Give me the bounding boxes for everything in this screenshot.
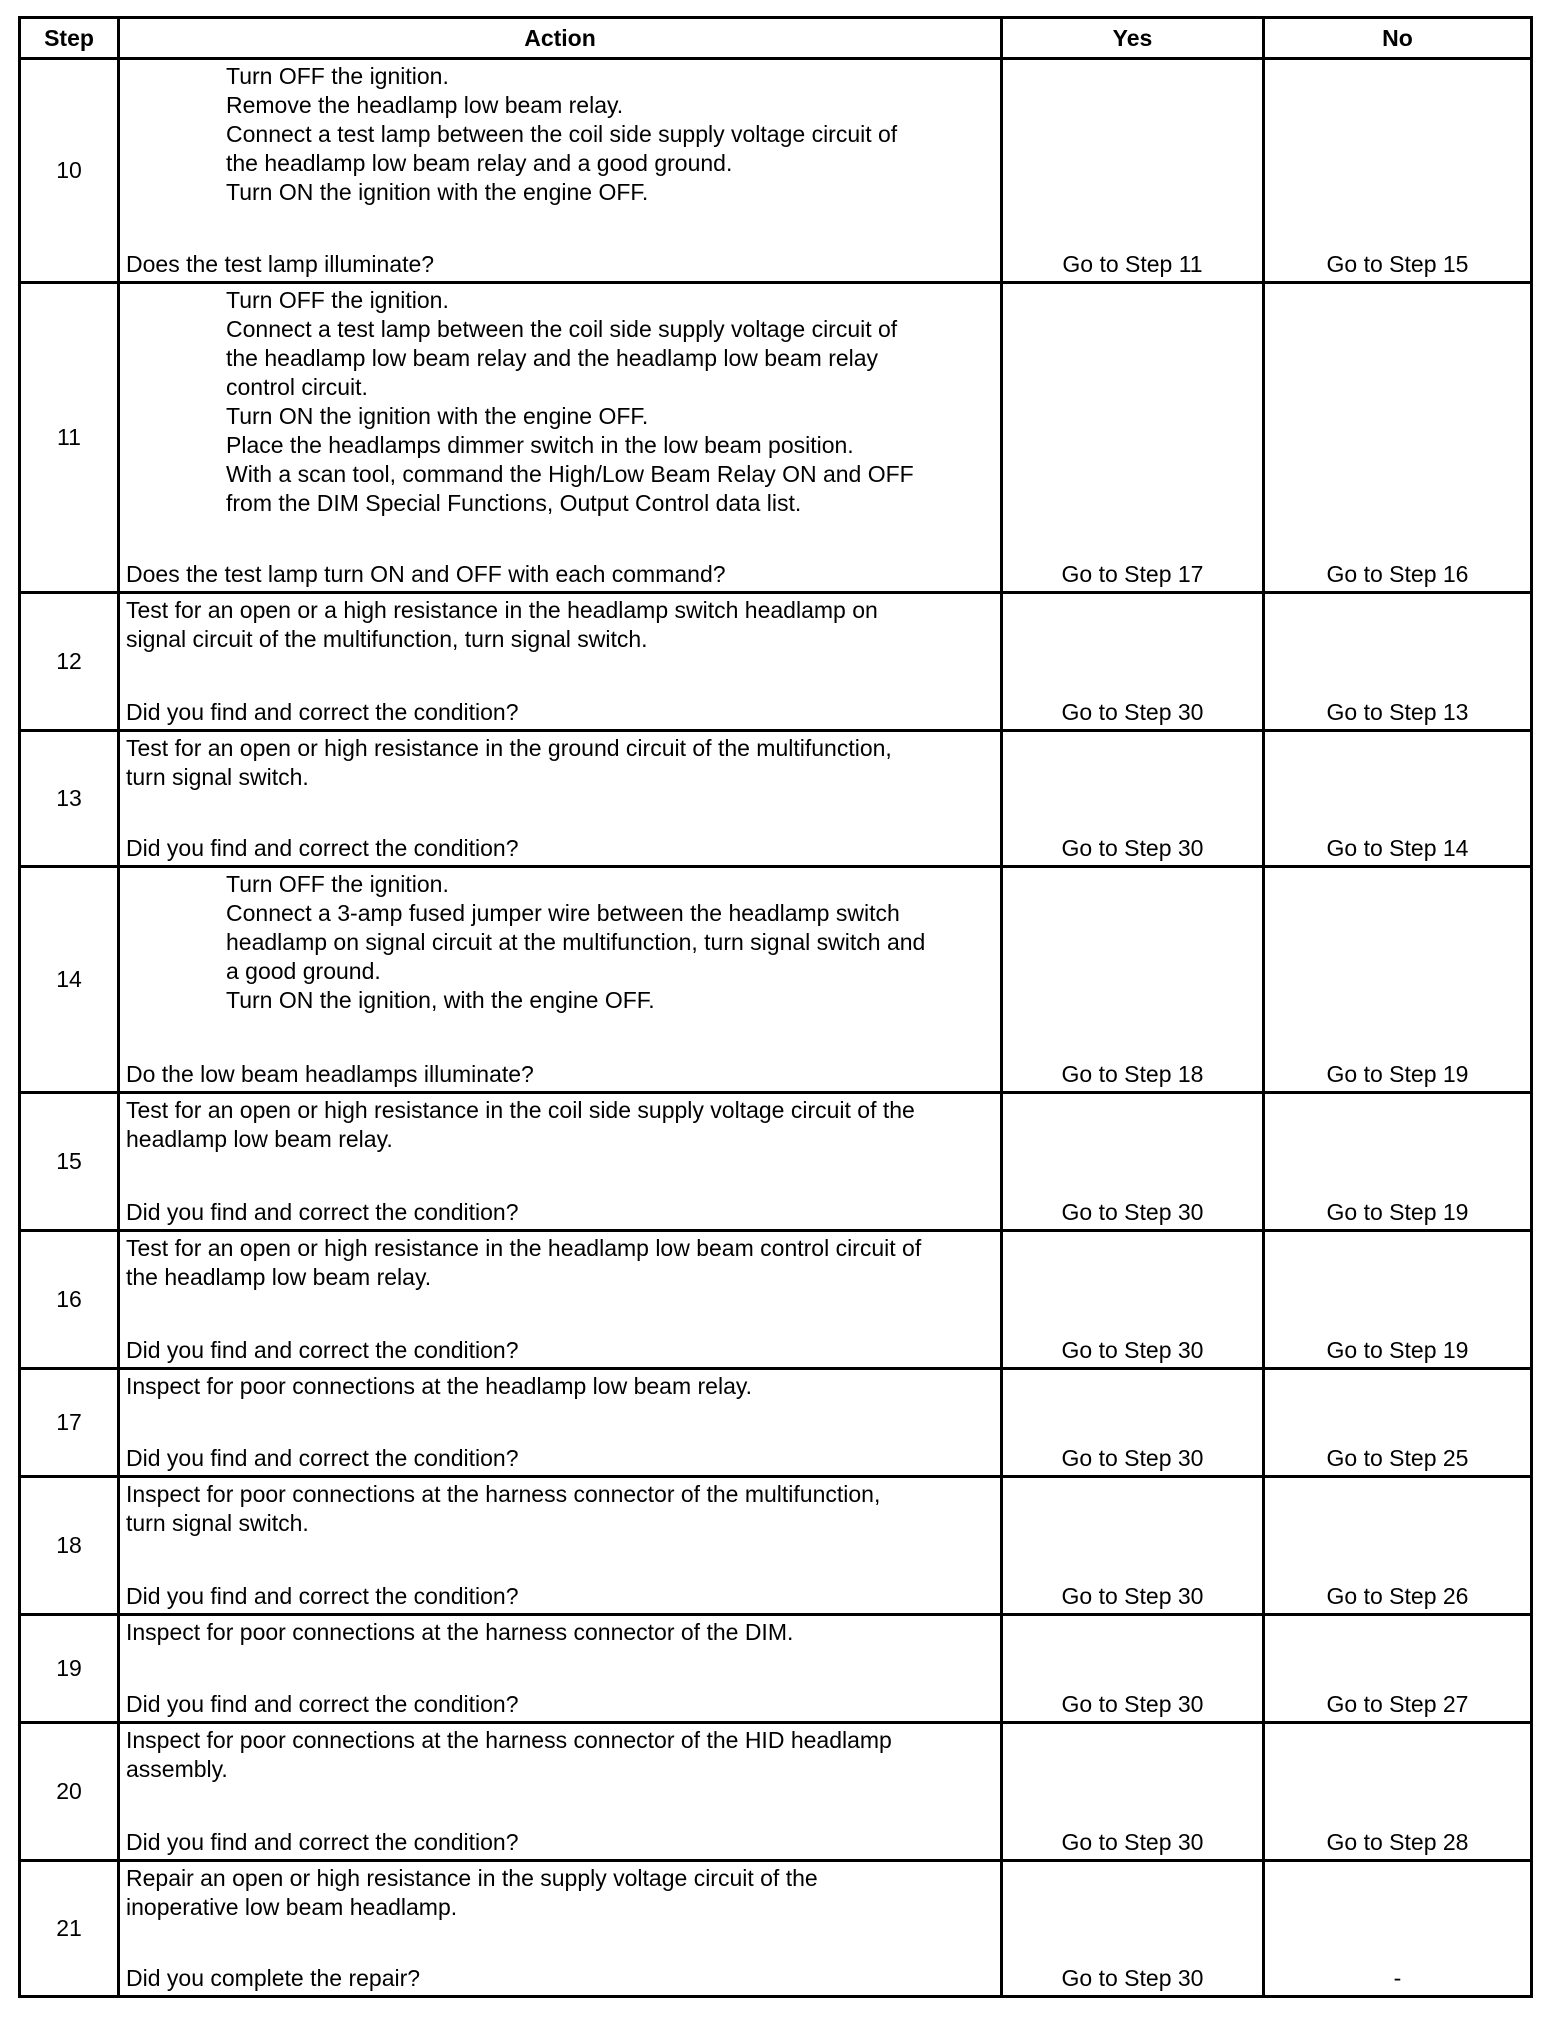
action-question: Did you find and correct the condition?	[126, 1199, 519, 1225]
table-row	[20, 1723, 1532, 1861]
action-cell	[119, 1477, 1002, 1615]
step-number: 16	[20, 1231, 119, 1369]
action-question: Did you find and correct the condition?	[126, 699, 519, 725]
no-result: Go to Step 25	[1264, 1369, 1532, 1477]
no-result: Go to Step 19	[1264, 1093, 1532, 1231]
action-cell	[119, 1723, 1002, 1861]
action-content	[120, 868, 1000, 1091]
action-question: Did you find and correct the condition?	[126, 1337, 519, 1363]
action-instructions: Turn OFF the ignition. Connect a 3-amp fused jumper wire between the headlamp switch headlamp on signal circuit at the multifunction, turn signal switch and a good ground. Turn ON the ignition, with the engine OFF.	[226, 871, 926, 1013]
table-row	[20, 867, 1532, 1093]
no-result: Go to Step 27	[1264, 1615, 1532, 1723]
action-question: Did you find and correct the condition?	[126, 1829, 519, 1855]
header-row	[20, 18, 1532, 59]
diagnostic-table	[18, 16, 1533, 1998]
diagnostic-document	[18, 16, 1530, 1998]
action-cell	[119, 1231, 1002, 1369]
table-row	[20, 1477, 1532, 1615]
yes-result: Go to Step 30	[1002, 1723, 1264, 1861]
action-instructions: Test for an open or high resistance in the coil side supply voltage circuit of the headlamp low beam relay.	[126, 1097, 915, 1152]
step-number: 15	[20, 1093, 119, 1231]
no-result: Go to Step 15	[1264, 59, 1532, 283]
step-number: 21	[20, 1861, 119, 1997]
no-result: Go to Step 28	[1264, 1723, 1532, 1861]
yes-result: Go to Step 30	[1002, 1231, 1264, 1369]
action-instructions: Inspect for poor connections at the harness connector of the HID headlamp assembly.	[126, 1727, 892, 1782]
action-content	[120, 1616, 1000, 1721]
no-result: Go to Step 26	[1264, 1477, 1532, 1615]
yes-result: Go to Step 30	[1002, 1615, 1264, 1723]
yes-result: Go to Step 30	[1002, 1093, 1264, 1231]
yes-result: Go to Step 11	[1002, 59, 1264, 283]
table-body	[20, 59, 1532, 1997]
action-content	[120, 284, 1000, 591]
no-result: Go to Step 16	[1264, 283, 1532, 593]
action-content	[120, 732, 1000, 865]
action-question: Did you complete the repair?	[126, 1965, 421, 1991]
action-question: Did you find and correct the condition?	[126, 1583, 519, 1609]
action-cell	[119, 1861, 1002, 1997]
no-result: Go to Step 19	[1264, 867, 1532, 1093]
action-instructions: Test for an open or high resistance in the headlamp low beam control circuit of the headlamp low beam relay.	[126, 1235, 922, 1290]
action-question: Did you find and correct the condition?	[126, 1691, 519, 1717]
step-number: 18	[20, 1477, 119, 1615]
action-cell	[119, 59, 1002, 283]
step-header: Step	[20, 18, 119, 59]
table-row	[20, 1615, 1532, 1723]
yes-header: Yes	[1002, 18, 1264, 59]
action-header: Action	[119, 18, 1002, 59]
step-number: 17	[20, 1369, 119, 1477]
action-instructions: Test for an open or high resistance in the ground circuit of the multifunction, turn signal switch.	[126, 735, 892, 790]
action-content	[120, 60, 1000, 281]
no-header: No	[1264, 18, 1532, 59]
table-row	[20, 593, 1532, 731]
action-content	[120, 594, 1000, 729]
table-row	[20, 59, 1532, 283]
yes-result: Go to Step 17	[1002, 283, 1264, 593]
step-number: 13	[20, 731, 119, 867]
action-instructions: Inspect for poor connections at the harness connector of the DIM.	[126, 1619, 794, 1645]
step-number: 10	[20, 59, 119, 283]
step-number: 11	[20, 283, 119, 593]
action-content	[120, 1862, 1000, 1995]
action-question: Did you find and correct the condition?	[126, 1445, 519, 1471]
table-row	[20, 1093, 1532, 1231]
action-instructions: Inspect for poor connections at the harness connector of the multifunction, turn signal switch.	[126, 1481, 881, 1536]
action-instructions: Turn OFF the ignition. Connect a test lamp between the coil side supply voltage circuit of the headlamp low beam relay and the headlamp low beam relay control circuit. Turn ON the ignition with the engine OFF. Place the headlamps dimmer switch in the low beam position. With a scan tool, command the High/Low Beam Relay ON and OFF from the DIM Special Functions, Output Control data list.	[226, 287, 914, 516]
step-number: 12	[20, 593, 119, 731]
action-content	[120, 1232, 1000, 1367]
action-question: Did you find and correct the condition?	[126, 835, 519, 861]
action-cell	[119, 867, 1002, 1093]
table-row	[20, 1369, 1532, 1477]
no-result: Go to Step 14	[1264, 731, 1532, 867]
step-number: 14	[20, 867, 119, 1093]
table-row	[20, 1231, 1532, 1369]
yes-result: Go to Step 30	[1002, 1861, 1264, 1997]
action-cell	[119, 1369, 1002, 1477]
no-result: Go to Step 13	[1264, 593, 1532, 731]
action-cell	[119, 593, 1002, 731]
table-row	[20, 731, 1532, 867]
yes-result: Go to Step 18	[1002, 867, 1264, 1093]
yes-result: Go to Step 30	[1002, 1369, 1264, 1477]
yes-result: Go to Step 30	[1002, 1477, 1264, 1615]
no-result: Go to Step 19	[1264, 1231, 1532, 1369]
action-content	[120, 1094, 1000, 1229]
table-row	[20, 283, 1532, 593]
no-result: -	[1264, 1861, 1532, 1997]
table-row	[20, 1861, 1532, 1997]
action-cell	[119, 731, 1002, 867]
action-instructions: Inspect for poor connections at the headlamp low beam relay.	[126, 1373, 753, 1399]
action-content	[120, 1724, 1000, 1859]
action-question: Does the test lamp illuminate?	[126, 251, 435, 277]
action-cell	[119, 1615, 1002, 1723]
action-content	[120, 1478, 1000, 1613]
action-instructions: Turn OFF the ignition. Remove the headlamp low beam relay. Connect a test lamp between the coil side supply voltage circuit of the headlamp low beam relay and a good ground. Turn ON the ignition with the engine OFF.	[226, 63, 898, 205]
action-cell	[119, 283, 1002, 593]
action-cell	[119, 1093, 1002, 1231]
step-number: 20	[20, 1723, 119, 1861]
step-number: 19	[20, 1615, 119, 1723]
action-instructions: Repair an open or high resistance in the supply voltage circuit of the inoperative low beam headlamp.	[126, 1865, 818, 1920]
action-instructions: Test for an open or a high resistance in the headlamp switch headlamp on signal circuit of the multifunction, turn signal switch.	[126, 597, 878, 652]
action-content	[120, 1370, 1000, 1475]
action-question: Does the test lamp turn ON and OFF with each command?	[126, 561, 726, 587]
yes-result: Go to Step 30	[1002, 593, 1264, 731]
action-question: Do the low beam headlamps illuminate?	[126, 1061, 534, 1087]
yes-result: Go to Step 30	[1002, 731, 1264, 867]
